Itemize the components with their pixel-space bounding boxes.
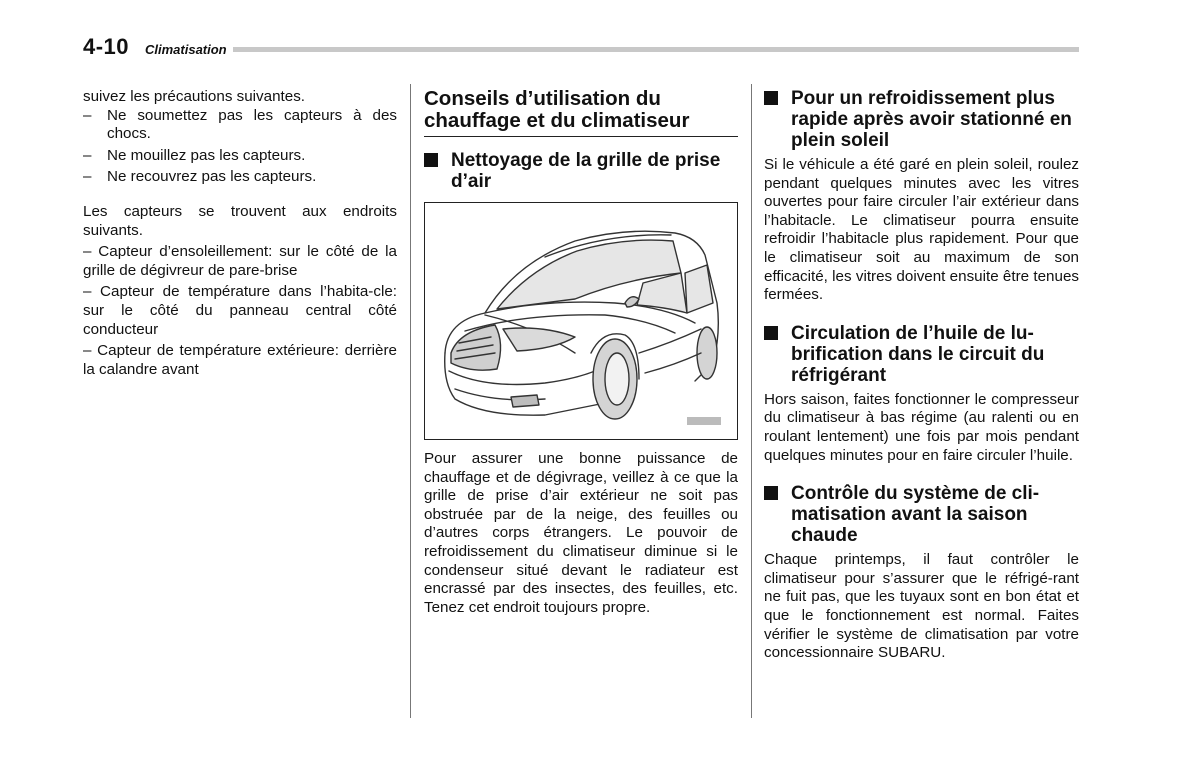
square-bullet-icon [424, 150, 451, 192]
sensor-item: – Capteur de température dans l’habita-cle: sur le côté du panneau central côté conducteur [83, 283, 397, 338]
square-bullet-icon [764, 88, 791, 151]
section-body: Chaque printemps, il faut contrôler le climatiseur pour s’assurer que le réfrigé-rant ne fuit pas, que les tuyaux sont en bon état et que le fonctionnement est normal. Faites vérifier le système de climatisation par votre concessionnaire SUBARU. [764, 551, 1079, 662]
sub-heading [764, 88, 1079, 151]
dash-marker: – [83, 146, 92, 164]
precaution-item [83, 107, 397, 144]
precaution-item [83, 168, 397, 187]
dash-marker: – [83, 168, 92, 186]
precaution-item [83, 147, 397, 166]
precautions-intro: suivez les précautions suivantes. [83, 88, 306, 105]
precaution-text: Ne soumettez pas les capteurs à des chocs. [107, 106, 397, 143]
precaution-text: Ne mouillez pas les capteurs. [107, 146, 306, 164]
sub-heading [424, 150, 738, 192]
car-illustration [424, 202, 738, 440]
sub-heading-text: Pour un refroidissement plus rapide après avoir stationné en plein soleil [791, 88, 1072, 151]
square-bullet-icon [764, 323, 791, 386]
sensor-item: – Capteur de température extérieure: derrière la calandre avant [83, 342, 397, 378]
column-left [83, 88, 397, 382]
section-title: Climatisation [145, 42, 227, 57]
precaution-text: Ne recouvrez pas les capteurs. [107, 168, 317, 186]
sub-heading-text: Nettoyage de la grille de prise d’air [451, 150, 721, 192]
square-bullet-icon [764, 483, 791, 546]
sub-heading-text: Circulation de l’huile de lu-brification dans le circuit du réfrigérant [791, 322, 1045, 386]
main-heading: Conseils d’utilisation du chauffage et du climatiseur [424, 88, 738, 137]
section-body: Si le véhicule a été garé en plein soleil, roulez pendant quelques minutes avec les vitres ouvertes pour faire circuler l’air extérieur dans l’habitacle. Le climatiseur pourra ensuite refroidir l’habitacle plus rapidement. Pour que le climatiseur soit au maximum de son efficacité, les vitres doivent ensuite être tenues fermées. [764, 156, 1079, 304]
sub-heading-text: Contrôle du système de cli-matisation avant la saison chaude [791, 483, 1040, 547]
header-rule [233, 47, 1079, 52]
figure-code-tag [687, 417, 721, 425]
car-drawing [425, 203, 737, 439]
grille-body: Pour assurer une bonne puissance de chauffage et de dégivrage, veillez à ce que la grille de prise d’air extérieur ne soit pas obstruée par de la neige, des feuilles ou d’autres corps étrangers. Le pouvoir de refroidissement du climatiseur diminue si le condenseur situé devant le radiateur est encrassé par des insectes, des feuilles, etc. Tenez cet endroit toujours propre. [424, 450, 738, 616]
sensors-intro: Les capteurs se trouvent aux endroits suivants. [83, 202, 397, 239]
page-header [83, 32, 1079, 58]
sub-heading [764, 323, 1079, 386]
column-middle [424, 88, 738, 617]
sub-heading [764, 483, 1079, 546]
column-divider-1 [410, 84, 411, 718]
section-body: Hors saison, faites fonctionner le compresseur du climatiseur à bas régime (au ralenti ou en roulant lentement) une fois par mois pendant quelques minutes pour en faire circuler l’huile. [764, 390, 1079, 464]
column-divider-2 [751, 84, 752, 718]
page-number: 4-10 [83, 34, 130, 59]
column-right [764, 88, 1079, 663]
sensor-item: – Capteur d’ensoleillement: sur le côté de la grille de dégivreur de pare-brise [83, 243, 397, 279]
dash-marker: – [83, 106, 92, 124]
